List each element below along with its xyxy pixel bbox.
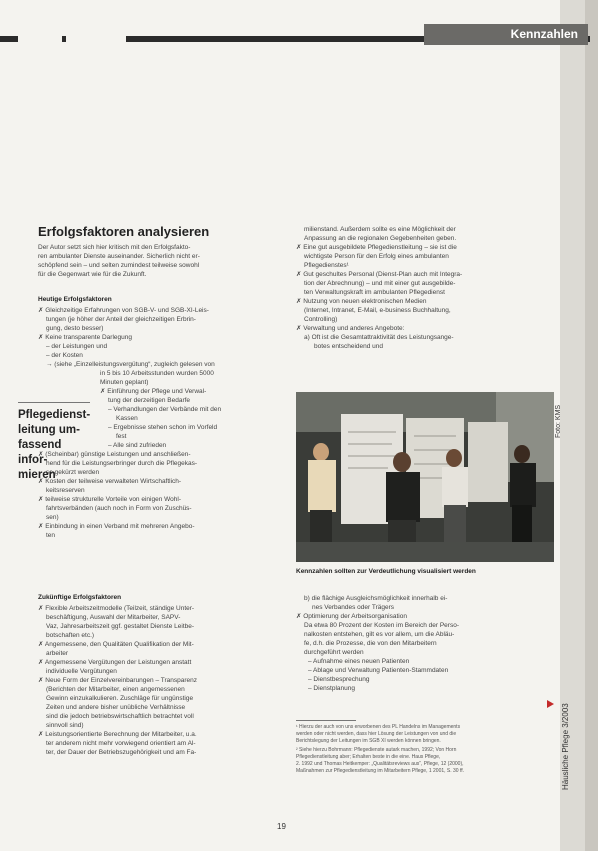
section-heading-current: Heutige Erfolgsfaktoren — [38, 296, 112, 303]
journal-name: Häusliche Pflege 3/2003 — [561, 703, 570, 790]
section-heading-future: Zukünftige Erfolgsfaktoren — [38, 594, 122, 601]
list-item: botschaften etc.) — [46, 632, 95, 639]
list-item: tion der Abrechnung) – und mit einer gut ausgebilde- — [304, 280, 456, 287]
intro-line: schöpfend sein – und selten zumindest teilweise sowohl — [38, 262, 200, 269]
list-item: durchgeführt werden — [304, 649, 364, 656]
list-item: Controlling) — [304, 316, 338, 323]
list-item: – Dienstplanung — [308, 685, 355, 692]
footnote-rule — [296, 720, 356, 721]
list-item: ✗ Kosten der teilweise verwalteten Wirtschaftlich- — [38, 478, 182, 485]
list-item: ✗ Einführung der Pflege und Verwal- — [100, 388, 207, 395]
list-item: Gewinn einzukalkulieren. Zuschläge für ungünstige — [46, 695, 194, 702]
list-item: ter, der Dauer der Betriebszugehörigkeit und am Fa- — [46, 749, 197, 756]
column-two-text — [296, 225, 554, 351]
sidebar-pull-quote — [18, 408, 90, 483]
continue-arrow-icon — [547, 700, 554, 708]
list-item: – Ergebnisse stehen schon im Vorfeld — [108, 424, 218, 431]
list-item: Anpassung an die regionalen Gegebenheiten geben. — [304, 235, 457, 242]
page-number: 19 — [277, 822, 286, 831]
list-item: beschäftigung, Auswahl der Mitarbeiter, SAPV- — [46, 614, 181, 621]
list-item: (Berichten der Mitarbeiter, einen angemessenen — [46, 686, 185, 693]
list-item: ten Verwaltungskraft im ambulanten Pflegedienst — [304, 289, 445, 296]
list-item: ✗ (Scheinbar) günstige Leistungen und anschließen- — [38, 451, 191, 458]
list-item: sen) — [46, 514, 59, 521]
list-item: tungen (je höher der Anteil der gleichzeitigen Erbrin- — [46, 316, 196, 323]
footnote-line: Berichtslegung der Leitungen im SGB XI werden können bringen. — [296, 738, 441, 744]
list-item: ✗ Gleichzeitige Erfahrungen von SGB-V- und SGB-XI-Leis- — [38, 307, 209, 314]
footnote-line: 2. 1992 und Thomas Heitkemper: „Qualitätsreviews aus“, Pflege, 12 (2000), — [296, 761, 464, 767]
list-item: botes entscheidend und — [314, 343, 384, 350]
list-item: ✗ Neue Form der Einzelvereinbarungen – Transparenz — [38, 677, 198, 684]
list-item: Vaz, Jahresarbeitszeit ggf. gestaltet Dienste Leitbe- — [46, 623, 195, 630]
list-item: wichtigste Person für den Erfolg eines ambulanten — [304, 253, 449, 260]
footnote-line: Pflegedienstleitung aber; Erhalten beste in die eine. Haus Pflege, — [296, 754, 441, 760]
list-item: nalkosten entstehen, gilt es vor allem, um die Abläu- — [304, 631, 455, 638]
list-item: arbeiter — [46, 650, 69, 657]
list-item: → (siehe „Einzelleistungsvergütung“, zugleich gelesen von — [46, 361, 215, 368]
photo-illustration — [296, 392, 554, 562]
list-item: ✗ Verwaltung und anderes Angebote: — [296, 325, 405, 332]
list-item: ten — [46, 532, 56, 539]
list-item: sinnvoll sind) — [46, 722, 84, 729]
list-item: (Internet, Intranet, E-Mail, e-business Buchhaltung, — [304, 307, 451, 314]
list-item: ✗ Einbindung in einen Verband mit mehreren Angebo- — [38, 523, 195, 530]
list-item: – Verhandlungen der Verbände mit den — [108, 406, 222, 413]
top-rule-gap — [18, 36, 62, 42]
list-item: ✗ Keine transparente Darlegung — [38, 334, 132, 341]
list-item: ✗ Nutzung von neuen elektronischen Medien — [296, 298, 427, 305]
list-item: hend für die Leistungserbringer durch die Pflegekas- — [46, 460, 198, 467]
list-item: ter anderem nicht mehr vorwiegend orientiert am Al- — [46, 740, 196, 747]
list-item: – Ablage und Verwaltung Patienten-Stammdaten — [308, 667, 449, 674]
intro-line: ren ambulanter Dienste auseinander. Sicherlich nicht er- — [38, 253, 200, 260]
list-item: Zeiten und andere bisher unübliche Verhältnisse — [46, 704, 186, 711]
list-item: – der Leistungen und — [46, 343, 108, 350]
list-item: in 5 bis 10 Arbeitsstunden wurden 5000 — [100, 370, 214, 377]
list-item: Da etwa 80 Prozent der Kosten im Bereich der Perso- — [304, 622, 459, 629]
list-item: milienstand. Außerdem sollte es eine Möglichkeit der — [304, 226, 456, 233]
list-item: ✗ Gut geschultes Personal (Dienst-Plan auch mit Integra- — [296, 271, 463, 278]
page-binding-edge — [585, 0, 598, 851]
footnote-line: ¹ Hierzu der auch von uns erworbenen des PL Handelns im Managements — [296, 724, 461, 730]
list-item: ✗ Eine gut ausgebildete Pflegedienstleitung – sie ist die — [296, 244, 457, 251]
top-rule-gap — [66, 36, 126, 42]
list-item: b) die flächige Ausgleichsmöglichkeit innerhalb ei- — [304, 595, 448, 602]
list-item: fe, d.h. die Prozesse, die von den Mitarbeitern — [304, 640, 437, 647]
list-item: ✗ teilweise strukturelle Vorteile von einigen Wohl- — [38, 496, 181, 503]
sidebar-rule — [18, 402, 90, 403]
intro-line: Der Autor setzt sich hier kritisch mit den Erfolgsfakto- — [38, 244, 191, 251]
list-item: a) Oft ist die Gesamtattraktivität des Leistungsange- — [304, 334, 454, 341]
list-item: fahrtsverbänden (auch noch in Form von Zuschüs- — [46, 505, 192, 512]
footnotes — [296, 724, 552, 775]
column-two-continued — [296, 594, 554, 693]
footnote-line: werden oder nicht werden, dass hier Lösung der Leistungen von und die — [296, 731, 457, 737]
intro-line: für die Gegenwart wie für die Zukunft. — [38, 271, 147, 278]
list-item: – der Kosten — [46, 352, 83, 359]
list-item: tung der derzeitigen Bedarfe — [108, 397, 191, 404]
list-item: ✗ Leistungsorientierte Berechnung der Mitarbeiter, u.a. — [38, 731, 197, 738]
pull-quote-line: mieren — [18, 469, 56, 481]
list-item: Kassen — [116, 415, 138, 422]
list-item: ✗ Angemessene Vergütungen der Leistungen anstatt — [38, 659, 192, 666]
list-item: ✗ Optimierung der Arbeitsorganisation — [296, 613, 407, 620]
list-item: keitsreserven — [46, 487, 85, 494]
pull-quote-line: Pflegedienst- — [18, 409, 91, 421]
list-item: – Aufnahme eines neuen Patienten — [308, 658, 410, 665]
list-item: nes Verbandes oder Trägers — [312, 604, 395, 611]
list-item: – Alle sind zufrieden — [108, 442, 167, 449]
section-tab: Kennzahlen — [424, 24, 588, 45]
list-item: fest — [116, 433, 127, 440]
photo-credit: Foto: KMS — [555, 404, 562, 438]
list-item: – Dienstbesprechung — [308, 676, 370, 683]
list-item: sind die jedoch betriebswirtschaftlich betrachtet voll — [46, 713, 194, 720]
article-title: Erfolgsfaktoren analysieren — [38, 224, 210, 239]
list-item: Minuten geplant) — [100, 379, 149, 386]
list-item: ✗ Flexible Arbeitszeitmodelle (Teilzeit, ständige Unter- — [38, 605, 195, 612]
list-item: ✗ Angemessene, den Qualitäten Qualifikation der Mit- — [38, 641, 194, 648]
list-item: individuelle Vergütungen — [46, 668, 117, 675]
list-item: gung, desto besser) — [46, 325, 104, 332]
list-item: se gekürzt werden — [46, 469, 100, 476]
pull-quote-line: leitung um- — [18, 424, 80, 436]
intro-paragraph — [38, 243, 288, 279]
list-item: Pflegedienstes¹ — [304, 262, 349, 269]
photo-caption: Kennzahlen sollten zur Verdeutlichung visualisiert werden — [296, 568, 476, 575]
pull-quote-line: fassend infor- — [18, 439, 62, 466]
footnote-line: ² Siehe hierzu Bohrmann: Pflegedienste autark machen, 1992; Von Horn — [296, 747, 457, 753]
future-factors-list — [38, 604, 288, 757]
footnote-line: Maßnahmen zur Pflegedienstleitung im Mitarbeitern Pflege, 1 2001, S. 30 ff. — [296, 768, 465, 774]
article-photo — [296, 392, 554, 562]
